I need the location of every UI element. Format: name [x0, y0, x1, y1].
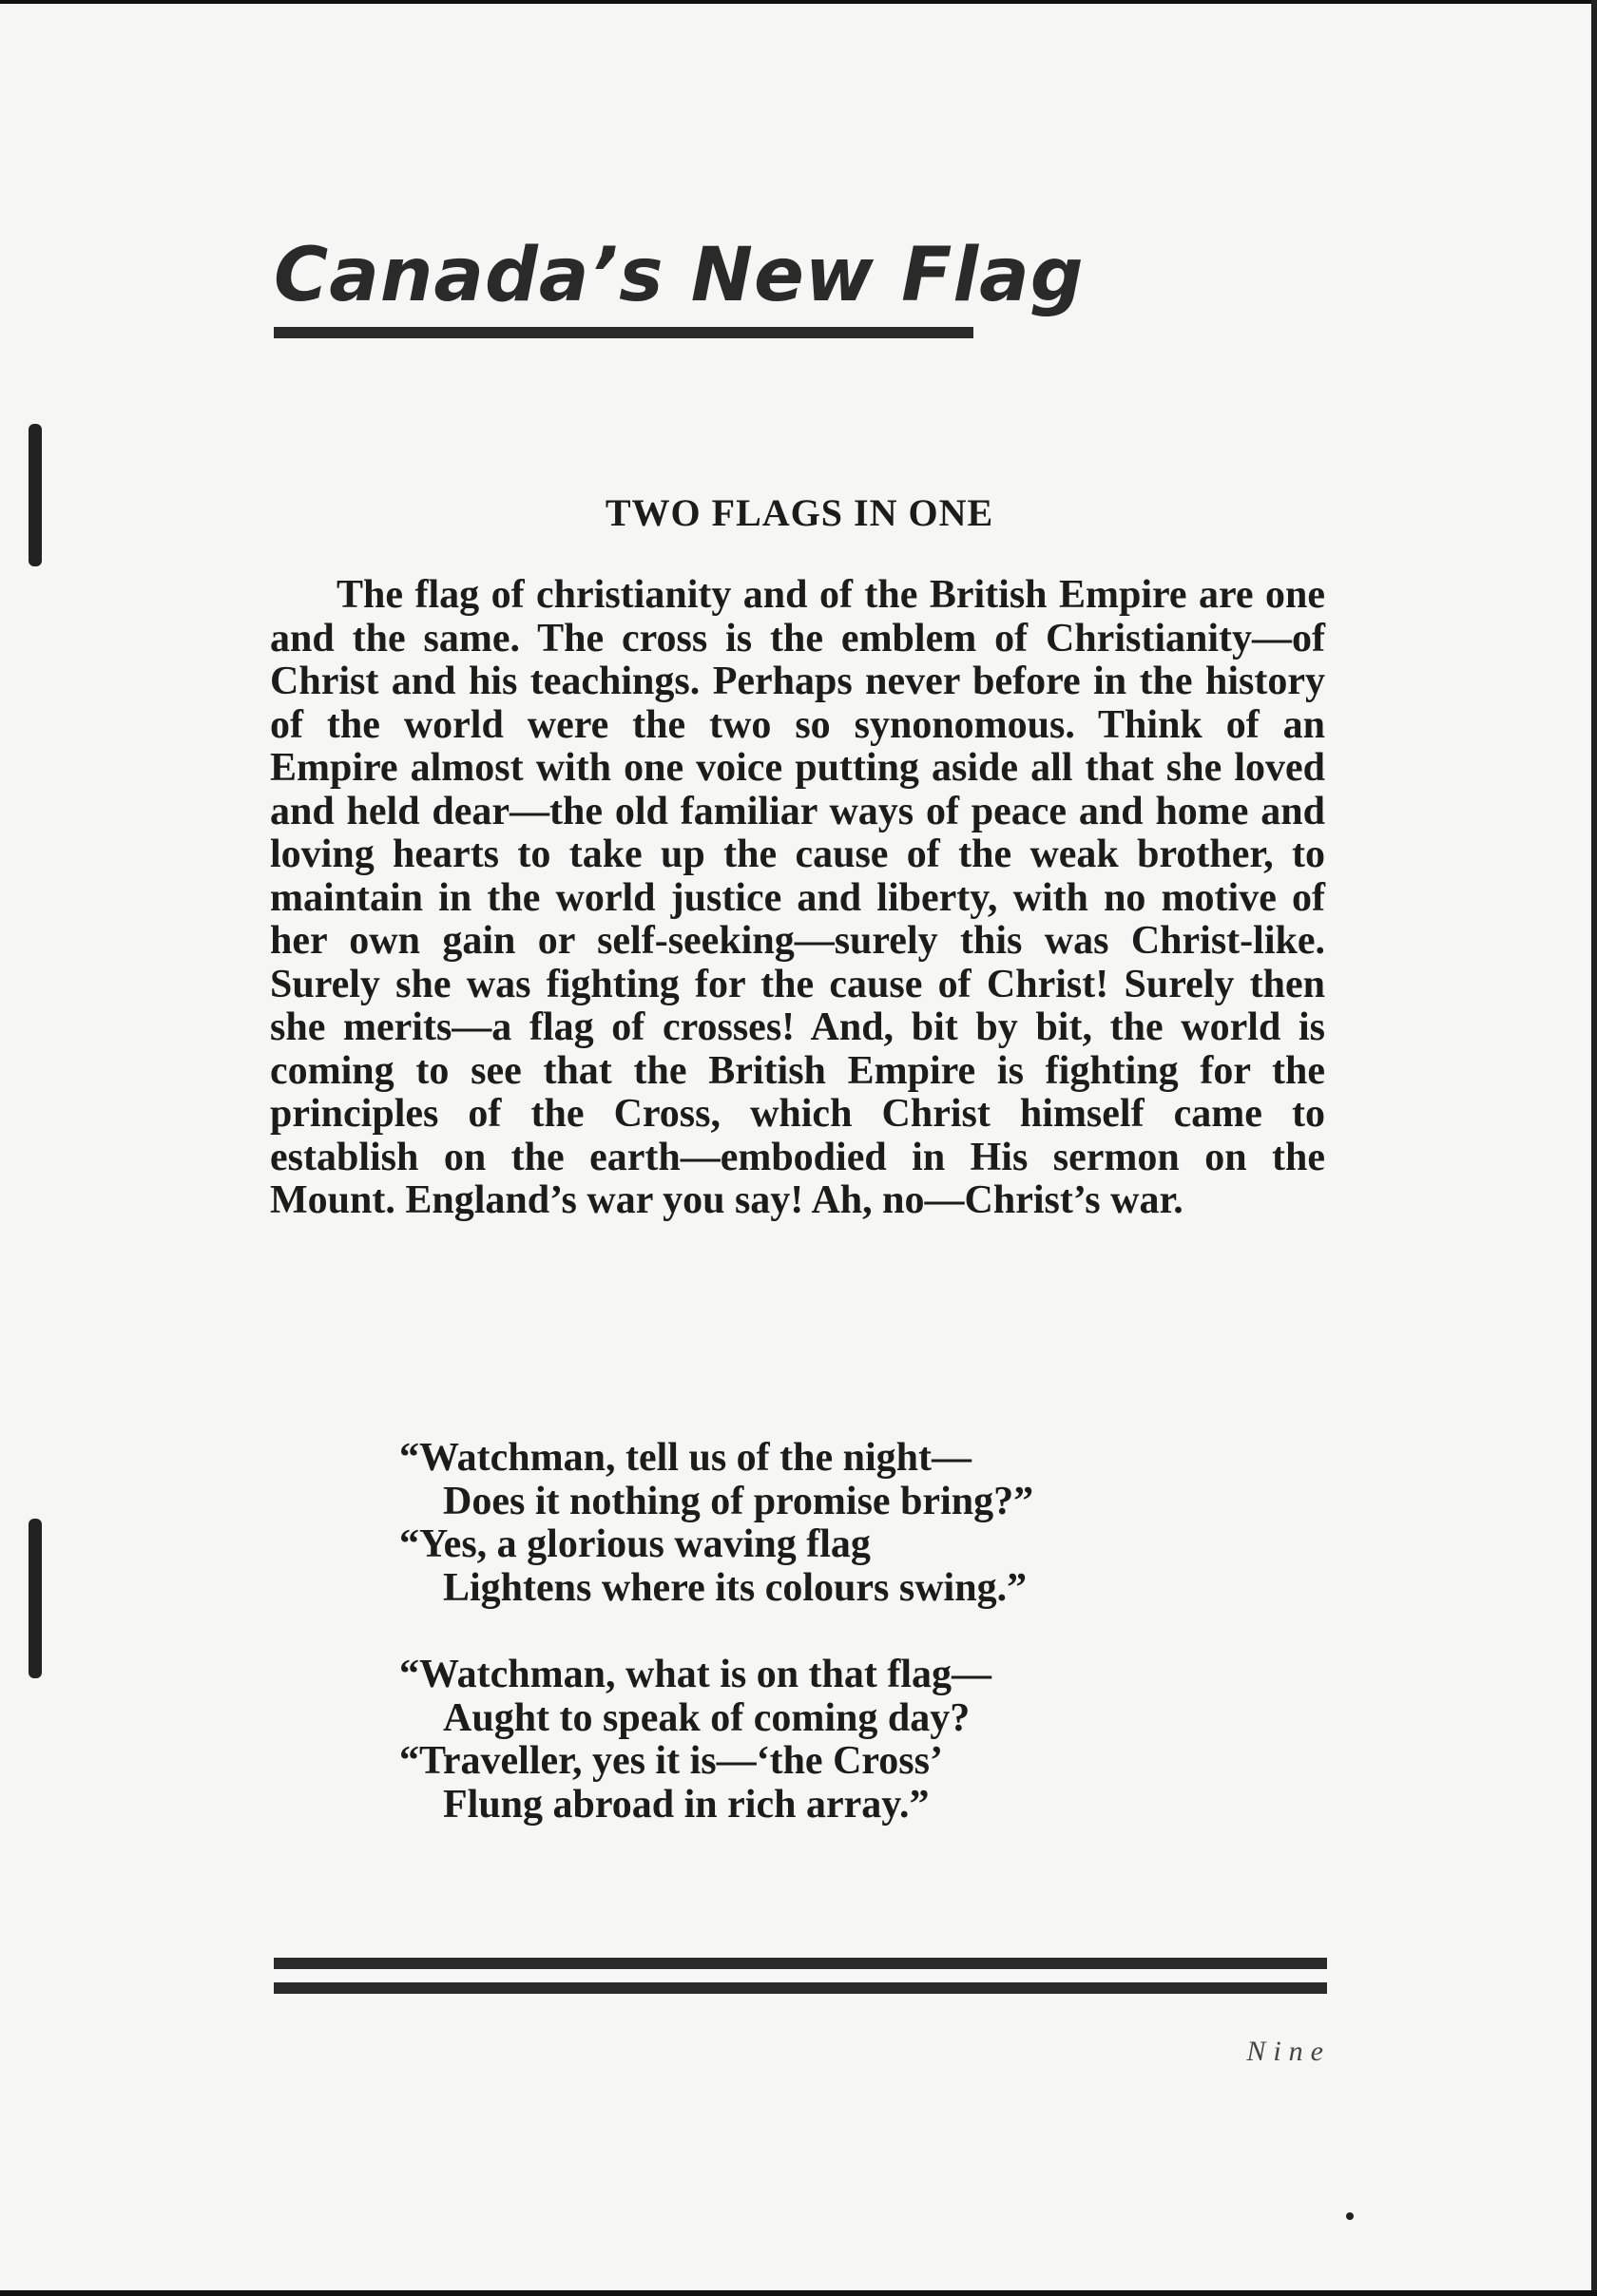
poem-line: Flung abroad in rich array.”: [443, 1782, 930, 1827]
footer-rule-top: [274, 1958, 1327, 1969]
page-number: Nine: [1246, 2036, 1331, 2067]
body-paragraph: The flag of christianity and of the British Empire are one and the same. The cross is the emblem of Christianity—of Christ and his teachings. Perhaps never before in the history of the world were the two so synonomous. Think of an Empire almost with one voice putting aside all that she loved and held dear—the old familiar ways of peace and home and loving hearts to take up the cause of the weak brother, to maintain in the world justice and liberty, with no motive of her own gain or self-seeking—surely this was Christ-like. Surely she was fighting for the cause of Christ! Surely then she merits—a flag of crosses! And, bit by bit, the world is coming to see that the British Empire is fighting for the principles of the Cross, which Christ himself came to establish on the earth—embodied in His sermon on the Mount. England’s war you say! Ah, no—Christ’s war.: [270, 573, 1325, 1222]
poem-line: “Watchman, tell us of the night—: [399, 1436, 972, 1480]
poem-line: Does it nothing of promise bring?”: [443, 1479, 1034, 1523]
ink-speck: [1346, 2212, 1354, 2220]
title-underline: [274, 327, 973, 338]
poem-stanza-2: [399, 1654, 1255, 1827]
poem-line: Lightens where its colours swing.”: [443, 1565, 1028, 1610]
poem-line: “Watchman, what is on that flag—: [399, 1653, 992, 1696]
page-edge-bottom: [0, 2290, 1597, 2296]
poem-line: “Yes, a glorious waving flag: [399, 1522, 871, 1566]
page-title: Canada’s New Flag: [274, 233, 1085, 318]
binding-mark-bottom: [29, 1519, 42, 1678]
page-edge-right: [1591, 0, 1597, 2296]
page-edge-top: [0, 0, 1597, 4]
poem-stanza-1: [399, 1437, 1255, 1610]
binding-mark-top: [29, 424, 42, 566]
section-heading: TWO FLAGS IN ONE: [605, 491, 994, 534]
footer-rule-bottom: [274, 1982, 1327, 1994]
poem-line: Aught to speak of coming day?: [443, 1695, 971, 1740]
poem-line: “Traveller, yes it is—‘the Cross’: [399, 1739, 943, 1783]
